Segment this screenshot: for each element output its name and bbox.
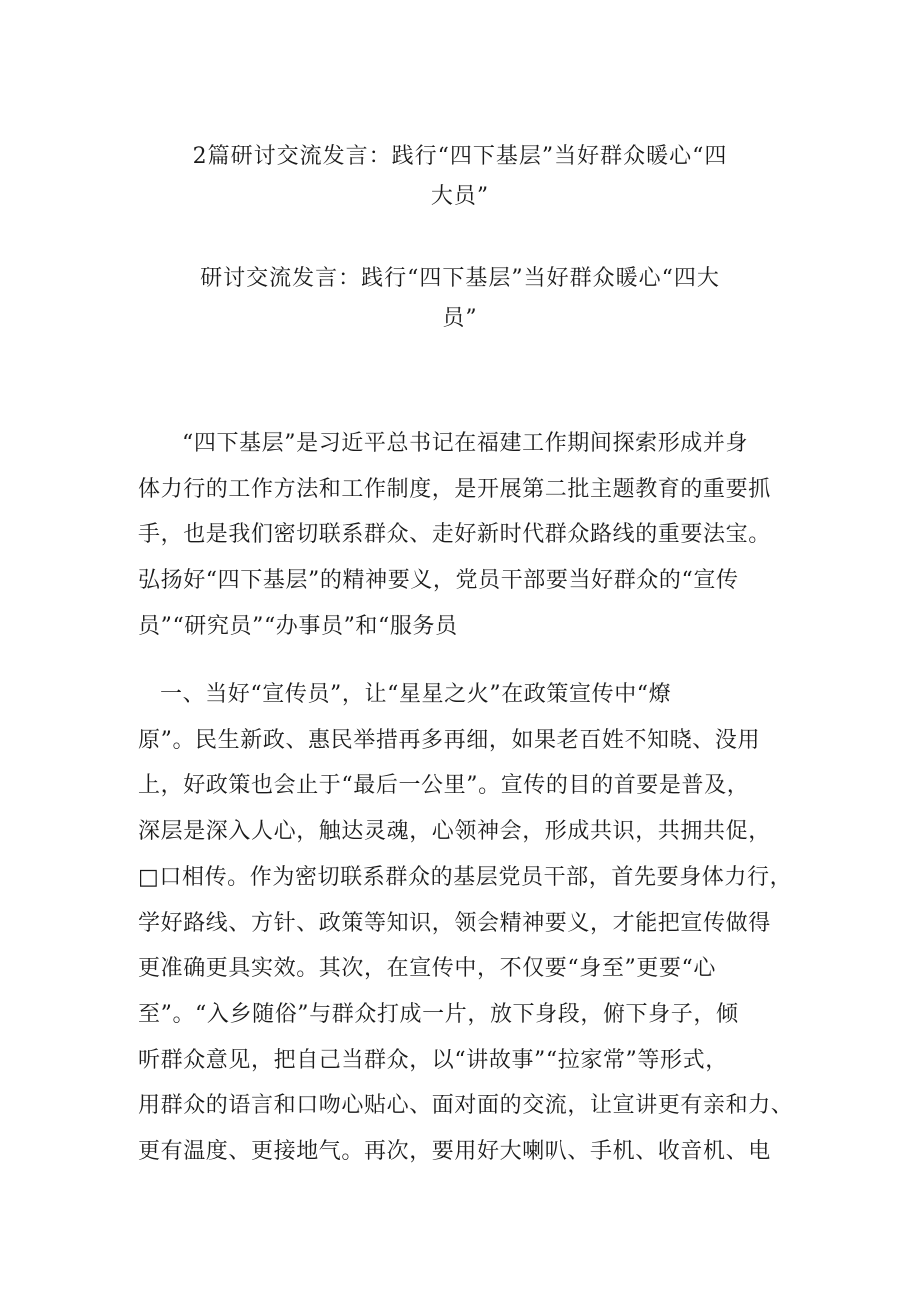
paragraph-line: 听群众意见，把自己当群众，以“讲故事”“拉家常”等形式， bbox=[138, 1047, 728, 1073]
document-title-line-2: 大员” bbox=[430, 184, 490, 209]
paragraph-line: 原”。民生新政、惠民举措再多再细，如果老百姓不知晓、没用 bbox=[138, 727, 761, 753]
body-paragraph-section-1 bbox=[138, 672, 794, 1175]
body-paragraph-intro bbox=[138, 421, 786, 650]
document-subtitle-line-2: 员” bbox=[442, 306, 478, 331]
document-title bbox=[140, 137, 780, 217]
paragraph-line: 上，好政策也会止于“最后一公里”。宣传的目的首要是普及， bbox=[138, 773, 750, 799]
paragraph-line: 更准确更具实效。其次，在宣传中，不仅要“身至”更要“心 bbox=[138, 956, 716, 982]
document-title-line-1: 2篇研讨交流发言：践行“四下基层”当好群众暖心“四 bbox=[192, 144, 728, 169]
document-subtitle bbox=[140, 259, 780, 339]
paragraph-line: □口相传。作为密切联系群众的基层党员干部，首先要身体力行， bbox=[138, 864, 793, 890]
paragraph-line: 一、当好“宣传员”，让“星星之火”在政策宣传中“燎 bbox=[160, 682, 672, 707]
paragraph-line: 更有温度、更接地气。再次，要用好大喇叭、手机、收音机、电 bbox=[138, 1139, 771, 1165]
paragraph-line: “四下基层”是习近平总书记在福建工作期间探索形成并身 bbox=[182, 431, 749, 456]
paragraph-line: 体力行的工作方法和工作制度，是开展第二批主题教育的重要抓 bbox=[138, 476, 771, 502]
paragraph-line: 弘扬好“四下基层”的精神要义，党员干部要当好群众的“宣传 bbox=[138, 568, 739, 594]
paragraph-line: 员”“研究员”“办事员”和“服务员 bbox=[138, 613, 458, 639]
paragraph-line: 深层是深入人心，触达灵魂，心领神会，形成共识，共拥共促， bbox=[138, 819, 771, 845]
paragraph-line: 至”。“入乡随俗”与群众打成一片，放下身段，俯下身子，倾 bbox=[138, 1001, 739, 1027]
paragraph-line: 用群众的语言和口吻心贴心、面对面的交流，让宣讲更有亲和力、 bbox=[138, 1093, 794, 1119]
document-subtitle-line-1: 研讨交流发言：践行“四下基层”当好群众暖心“四大 bbox=[200, 266, 720, 291]
paragraph-line: 手，也是我们密切联系群众、走好新时代群众路线的重要法宝。 bbox=[138, 522, 771, 548]
paragraph-line: 学好路线、方针、政策等知识，领会精神要义，才能把宣传做得 bbox=[138, 910, 771, 936]
